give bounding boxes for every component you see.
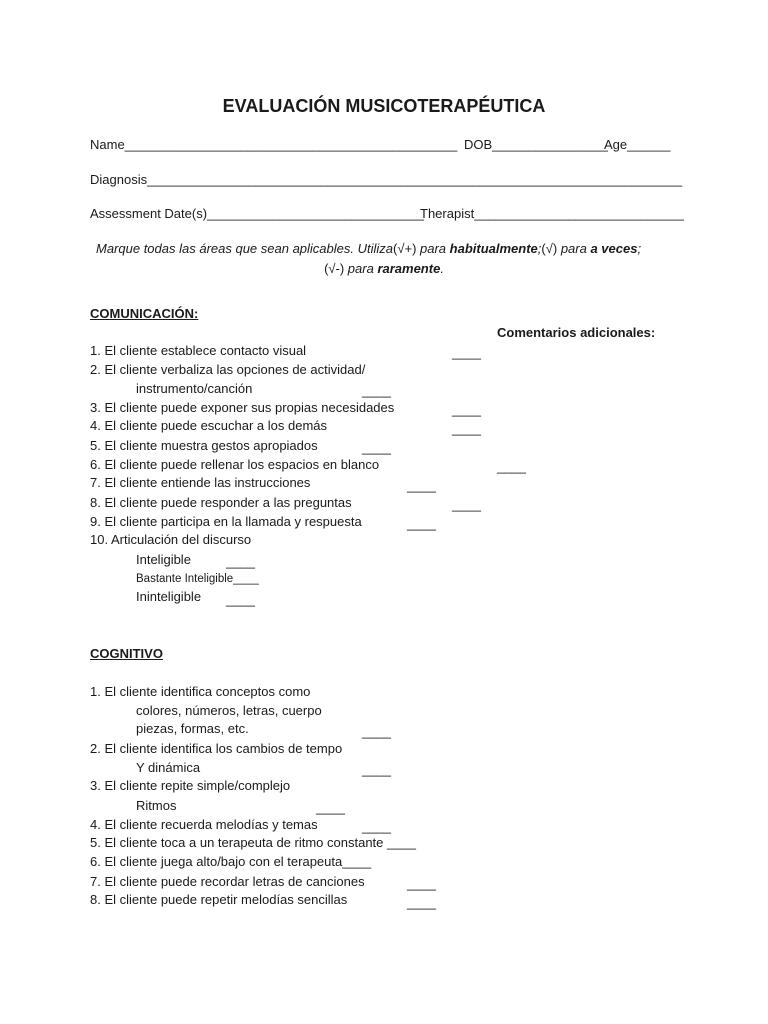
- sub-option: Ininteligible: [136, 589, 202, 604]
- blank-line[interactable]: ____: [407, 516, 436, 531]
- blank-line[interactable]: ____: [452, 345, 481, 360]
- dob-field[interactable]: DOB________________: [464, 137, 608, 152]
- blank-line[interactable]: ____: [497, 459, 526, 474]
- blank-line[interactable]: ____: [362, 440, 391, 455]
- list-item-continuation: Ritmos: [136, 798, 177, 813]
- sub-option[interactable]: Bastante Inteligible____: [136, 573, 259, 585]
- instructions-line-1: Marque todas las áreas que sean aplicables. Utiliza(√+) para habitualmente;(√) para a veces;: [96, 241, 642, 256]
- blank-line[interactable]: ____: [362, 819, 391, 834]
- list-item: 10. Articulación del discurso: [90, 532, 252, 547]
- form-title: EVALUACIÓN MUSICOTERAPÉUTICA: [222, 96, 546, 116]
- list-item: 3. El cliente repite simple/complejo: [90, 778, 291, 793]
- blank-line[interactable]: ____: [407, 895, 436, 910]
- list-item: 8. El cliente puede repetir melodías sencillas: [90, 892, 348, 907]
- blank-line[interactable]: ____: [362, 724, 391, 739]
- list-item: 6. El cliente juega alto/bajo con el terapeuta____: [90, 854, 372, 869]
- list-item: 2. El cliente identifica los cambios de tempo: [90, 741, 343, 756]
- blank-line[interactable]: ____: [362, 762, 391, 777]
- blank-line[interactable]: ____: [452, 497, 481, 512]
- assessment-date-field[interactable]: Assessment Date(s)______________________________: [90, 206, 424, 221]
- blank-line[interactable]: ____: [226, 592, 255, 607]
- list-item: 4. El cliente recuerda melodías y temas: [90, 817, 318, 832]
- list-item: 6. El cliente puede rellenar los espacios en blanco: [90, 457, 380, 472]
- blank-line[interactable]: ____: [452, 402, 481, 417]
- list-item: 2. El cliente verbaliza las opciones de actividad/: [90, 362, 366, 377]
- diagnosis-field[interactable]: Diagnosis__________________________________________________________________________: [90, 172, 683, 187]
- list-item: 9. El cliente participa en la llamada y respuesta: [90, 514, 362, 529]
- list-item-continuation: instrumento/canción: [136, 381, 253, 396]
- instructions-line-2: (√-) para raramente.: [324, 261, 444, 276]
- section-heading-comunicacion: COMUNICACIÓN:: [90, 306, 199, 321]
- section-heading-cognitivo: COGNITIVO: [90, 646, 163, 661]
- list-item: 5. El cliente muestra gestos apropiados: [90, 438, 318, 453]
- list-item: 4. El cliente puede escuchar a los demás: [90, 418, 328, 433]
- list-item-continuation: piezas, formas, etc.: [136, 721, 249, 736]
- list-item: 3. El cliente puede exponer sus propias necesidades: [90, 400, 395, 415]
- age-field[interactable]: Age______: [604, 137, 671, 152]
- blank-line[interactable]: ____: [407, 876, 436, 891]
- therapist-field[interactable]: Therapist_____________________________: [420, 206, 684, 221]
- blank-line[interactable]: ____: [407, 478, 436, 493]
- list-item: 1. El cliente establece contacto visual: [90, 343, 307, 358]
- sub-option: Inteligible: [136, 552, 191, 567]
- blank-line[interactable]: ____: [226, 554, 255, 569]
- blank-line[interactable]: ____: [362, 383, 391, 398]
- blank-line[interactable]: ____: [316, 800, 345, 815]
- list-item: 7. El cliente entiende las instrucciones: [90, 475, 311, 490]
- blank-line[interactable]: ____: [452, 421, 481, 436]
- list-item: 8. El cliente puede responder a las preguntas: [90, 495, 352, 510]
- list-item: 5. El cliente toca a un terapeuta de ritmo constante ____: [90, 835, 416, 850]
- name-field[interactable]: Name______________________________________________: [90, 137, 458, 152]
- list-item: 1. El cliente identifica conceptos como: [90, 684, 311, 699]
- list-item-continuation: colores, números, letras, cuerpo: [136, 703, 322, 718]
- list-item-continuation: Y dinámica: [136, 760, 201, 775]
- list-item: 7. El cliente puede recordar letras de canciones: [90, 874, 365, 889]
- comments-label: Comentarios adicionales:: [497, 325, 656, 340]
